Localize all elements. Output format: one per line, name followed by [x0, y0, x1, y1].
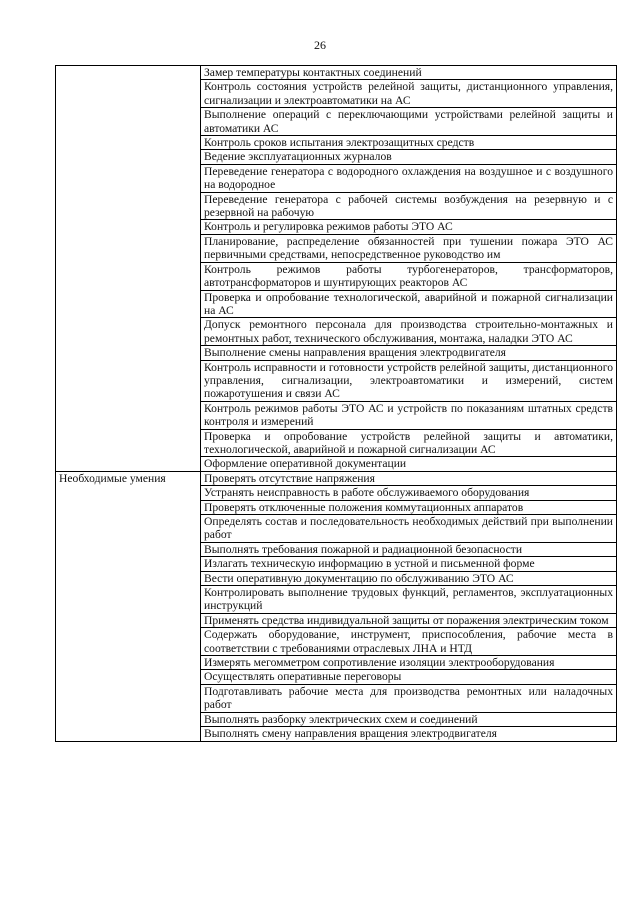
item-cell: Замер температуры контактных соединений — [201, 66, 617, 80]
item-cell: Контроль и регулировка режимов работы ЭТО АС — [201, 220, 617, 234]
item-cell: Выполнять разборку электрических схем и соединений — [201, 712, 617, 726]
table-row — [56, 471, 617, 485]
item-cell: Проверять отсутствие напряжения — [201, 471, 617, 485]
item-cell: Устранять неисправность в работе обслуживаемого оборудования — [201, 486, 617, 500]
labor-functions-table — [55, 65, 617, 742]
item-cell: Допуск ремонтного персонала для производства строительно-монтажных и ремонтных работ, технического обслуживания, монтажа, наладки ЭТО АС — [201, 318, 617, 346]
section-label-cell — [56, 66, 201, 472]
item-cell: Контроль режимов работы турбогенераторов, трансформаторов, автотрансформаторов и шунтирующих реакторов АС — [201, 262, 617, 290]
item-cell: Проверка и опробование устройств релейной защиты и автоматики, технологической, аварийной и пожарной сигнализации АС — [201, 429, 617, 457]
item-cell: Определять состав и последовательность необходимых действий при выполнении работ — [201, 515, 617, 543]
item-cell: Проверять отключенные положения коммутационных аппаратов — [201, 500, 617, 514]
section-label: Необходимые умения — [59, 471, 166, 485]
item-cell: Переведение генератора с водородного охлаждения на воздушное и с воздушного на водородное — [201, 164, 617, 192]
item-cell: Контроль исправности и готовности устройств релейной защиты, дистанционного управления, сигнализации, электроавтоматики и измерений, систем пожаротушения и связи АС — [201, 360, 617, 401]
item-cell: Вести оперативную документацию по обслуживанию ЭТО АС — [201, 571, 617, 585]
table-row — [56, 66, 617, 80]
item-cell: Контроль состояния устройств релейной защиты, дистанционного управления, сигнализации и электроавтоматики на АС — [201, 80, 617, 108]
section-label-cell — [56, 471, 201, 741]
item-cell: Планирование, распределение обязанностей при тушении пожара ЭТО АС первичными средствами, непосредственное руководство им — [201, 234, 617, 262]
item-cell: Контроль режимов работы ЭТО АС и устройств по показаниям штатных средств контроля и измерений — [201, 401, 617, 429]
item-cell: Выполнять требования пожарной и радиационной безопасности — [201, 542, 617, 556]
item-cell: Содержать оборудование, инструмент, приспособления, рабочие места в соответствии с требованиями отраслевых ЛНА и НТД — [201, 628, 617, 656]
item-cell: Проверка и опробование технологической, аварийной и пожарной сигнализации на АС — [201, 290, 617, 318]
page-number: 26 — [314, 38, 326, 52]
item-cell: Контроль сроков испытания электрозащитных средств — [201, 136, 617, 150]
item-cell: Контролировать выполнение трудовых функций, регламентов, эксплуатационных инструкций — [201, 586, 617, 614]
item-cell: Выполнять смену направления вращения электродвигателя — [201, 727, 617, 741]
item-cell: Ведение эксплуатационных журналов — [201, 150, 617, 164]
item-cell: Оформление оперативной документации — [201, 457, 617, 471]
item-cell: Излагать техническую информацию в устной и письменной форме — [201, 557, 617, 571]
item-cell: Осуществлять оперативные переговоры — [201, 670, 617, 684]
item-cell: Применять средства индивидуальной защиты от поражения электрическим током — [201, 613, 617, 627]
item-cell: Подготавливать рабочие места для производства ремонтных или наладочных работ — [201, 684, 617, 712]
item-cell: Переведение генератора с рабочей системы возбуждения на резервную и с резервной на рабочую — [201, 192, 617, 220]
table-body — [56, 66, 617, 742]
item-cell: Выполнение операций с переключающими устройствами релейной защиты и автоматики АС — [201, 108, 617, 136]
item-cell: Измерять мегомметром сопротивление изоляции электрооборудования — [201, 656, 617, 670]
item-cell: Выполнение смены направления вращения электродвигателя — [201, 346, 617, 360]
